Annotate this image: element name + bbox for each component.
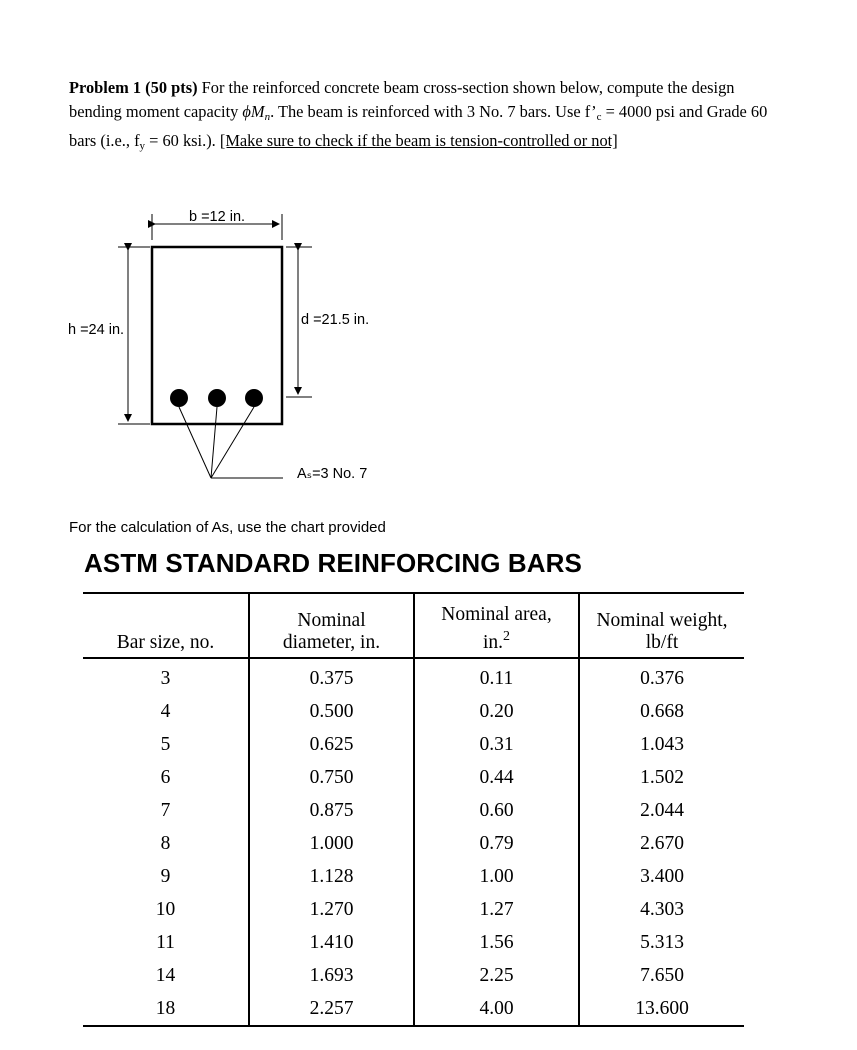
cell-area: 1.00 [414,860,579,893]
table-row [83,794,744,827]
cell-size: 9 [160,865,171,887]
table-row [83,728,744,761]
cell-area: 0.60 [414,794,579,827]
cell-weight: 13.600 [579,992,744,1026]
cell-area: 2.25 [414,959,579,992]
cell-area: 1.56 [414,926,579,959]
h-label: h =24 in. [68,322,125,338]
header-area [414,593,579,658]
cell-size: 10 [155,898,176,920]
reinforcing-bars-table [83,592,744,1027]
moment-capacity-symbol: ϕM [242,102,265,121]
cell-weight: 5.313 [579,926,744,959]
d-label: d =21.5 in. [301,312,370,328]
cell-weight: 2.670 [579,827,744,860]
cell-size: 4 [160,700,171,722]
cell-diameter: 0.500 [249,695,414,728]
cell-size: 5 [160,733,171,755]
cell-weight: 2.044 [579,794,744,827]
header-diameter-line2: diameter, in. [282,632,381,653]
cell-weight: 4.303 [579,893,744,926]
header-bar-size-text: Bar size, no. [116,632,215,653]
header-area-superscript: 2 [503,629,511,644]
cell-size: 11 [156,931,175,953]
table-row [83,761,744,794]
cell-diameter: 1.410 [249,926,414,959]
rebar-left [170,389,188,407]
leader-line-middle [211,407,217,478]
problem-title: Problem 1 (50 pts) [69,78,198,97]
table-row [83,926,744,959]
table-row [83,893,744,926]
fy-subscript: y [139,140,146,152]
cell-size: 14 [155,964,176,986]
cell-diameter: 0.750 [249,761,414,794]
table-row [83,658,744,695]
problem-text-a: For the reinforced concrete beam cross-section shown below, compute the design bending moment capacity [69,78,735,121]
cell-diameter: 1.270 [249,893,414,926]
header-weight-line1: Nominal weight, [596,610,728,631]
cell-weight: 0.376 [579,658,744,695]
problem-text-b: . The beam is reinforced with 3 No. 7 bars. Use f’ [270,102,597,121]
table-title: ASTM STANDARD REINFORCING BARS [84,548,582,578]
cell-size: 3 [160,667,171,689]
header-diameter-line1: Nominal [297,610,366,631]
cell-diameter: 0.875 [249,794,414,827]
cell-diameter: 1.000 [249,827,414,860]
cell-size: 18 [155,997,176,1019]
cell-area: 0.11 [414,658,579,695]
cell-diameter: 1.128 [249,860,414,893]
fc-subscript: c [596,111,602,123]
table-row [83,827,744,860]
as-label: Aₛ=3 No. 7 [297,466,368,482]
problem-statement [69,76,781,158]
cell-diameter: 2.257 [249,992,414,1026]
table-row [83,860,744,893]
cell-area: 0.79 [414,827,579,860]
cell-diameter: 0.375 [249,658,414,695]
header-weight [579,593,744,658]
cell-weight: 3.400 [579,860,744,893]
table-header-row [83,593,744,658]
header-bar-size [83,593,249,658]
leader-line-left [179,407,211,478]
header-area-line2: in. [482,632,504,653]
cell-size: 7 [160,799,171,821]
b-label: b =12 in. [189,209,246,225]
problem-text-d: = 60 ksi.). [145,131,220,150]
table-row [83,695,744,728]
header-weight-line2: lb/ft [645,632,679,653]
problem-text-c: = 4000 psi and Grade 60 bars (i.e., f [69,102,768,150]
cell-area: 4.00 [414,992,579,1026]
cell-weight: 1.502 [579,761,744,794]
header-diameter [249,593,414,658]
cell-size: 6 [160,766,171,788]
cell-diameter: 1.693 [249,959,414,992]
cell-area: 0.31 [414,728,579,761]
cell-weight: 7.650 [579,959,744,992]
cell-area: 0.20 [414,695,579,728]
chart-note: For the calculation of As, use the chart provided [69,519,386,536]
cell-area: 0.44 [414,761,579,794]
moment-subscript: n [264,111,271,123]
cell-weight: 0.668 [579,695,744,728]
rebar-middle [208,389,226,407]
cell-weight: 1.043 [579,728,744,761]
beam-cross-section-diagram [0,200,420,490]
cell-area: 1.27 [414,893,579,926]
header-area-line1: Nominal area, [441,604,552,625]
table-row [83,992,744,1026]
table-row [83,959,744,992]
cell-size: 8 [160,832,171,854]
cell-diameter: 0.625 [249,728,414,761]
leader-line-right [211,407,254,478]
rebar-right [245,389,263,407]
tension-check-note: [Make sure to check if the beam is tension-controlled or not] [219,131,618,150]
